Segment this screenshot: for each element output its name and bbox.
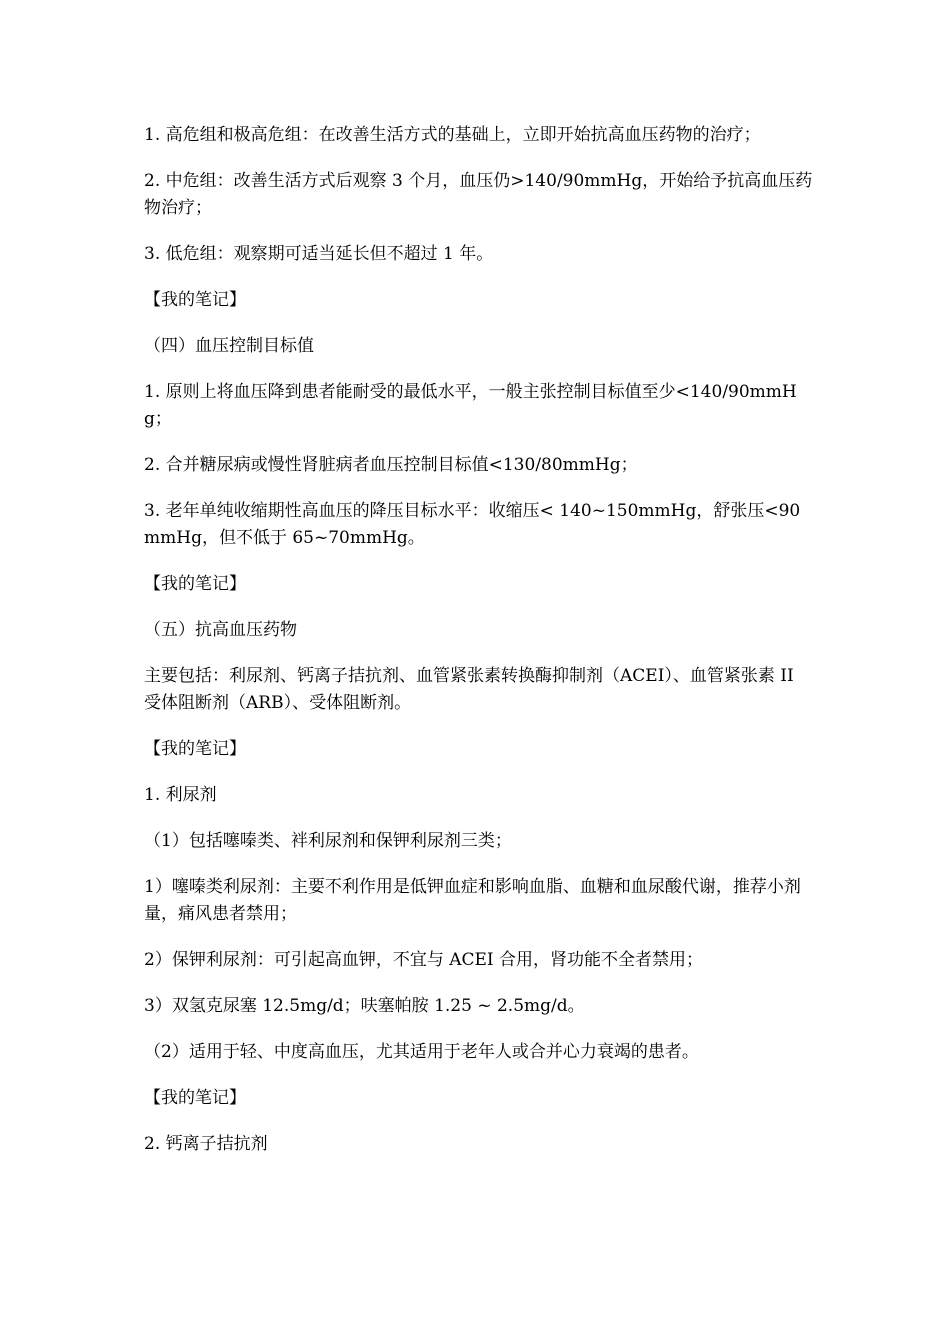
paragraph-drug-list: 主要包括：利尿剂、钙离子拮抗剂、血管紧张素转换酶抑制剂（ACEI）、血管紧张素 II 受体阻断剂（ARB）、受体阻断剂。 xyxy=(144,666,794,713)
paragraph-target-elderly: 3. 老年单纯收缩期性高血压的降压目标水平：收缩压< 140~150mmHg，舒张压<90mmHg，但不低于 65~70mmHg。 xyxy=(144,501,801,548)
paragraph-diuretic-types: （1）包括噻嗪类、袢利尿剂和保钾利尿剂三类； xyxy=(144,831,512,851)
paragraph-thiazide: 1）噻嗪类利尿剂：主要不利作用是低钾血症和影响血脂、血糖和血尿酸代谢，推荐小剂量，痛风患者禁用； xyxy=(144,877,801,924)
paragraph-potassium-sparing: 2）保钾利尿剂：可引起高血钾，不宜与 ACEI 合用，肾功能不全者禁用； xyxy=(144,950,704,970)
my-notes-heading: 【我的笔记】 xyxy=(144,739,246,759)
subheading-diuretics: 1. 利尿剂 xyxy=(144,785,217,805)
paragraph-target-principle: 1. 原则上将血压降到患者能耐受的最低水平，一般主张控制目标值至少<140/90mmHg； xyxy=(144,382,797,429)
paragraph-high-risk: 1. 高危组和极高危组：在改善生活方式的基础上，立即开始抗高血压药物的治疗； xyxy=(144,125,761,145)
paragraph-indications: （2）适用于轻、中度高血压，尤其适用于老年人或合并心力衰竭的患者。 xyxy=(144,1042,699,1062)
section-heading-bp-target: （四）血压控制目标值 xyxy=(144,336,314,356)
paragraph-medium-risk: 2. 中危组：改善生活方式后观察 3 个月，血压仍>140/90mmHg，开始给予抗高血压药物治疗； xyxy=(144,171,813,218)
subheading-calcium-antagonists: 2. 钙离子拮抗剂 xyxy=(144,1134,268,1154)
paragraph-low-risk: 3. 低危组：观察期可适当延长但不超过 1 年。 xyxy=(144,244,494,264)
section-heading-drugs: （五）抗高血压药物 xyxy=(144,620,297,640)
paragraph-target-diabetes: 2. 合并糖尿病或慢性肾脏病者血压控制目标值<130/80mmHg； xyxy=(144,455,638,475)
my-notes-heading: 【我的笔记】 xyxy=(144,1088,246,1108)
document-body xyxy=(144,122,814,1177)
my-notes-heading: 【我的笔记】 xyxy=(144,574,246,594)
paragraph-dosage: 3）双氢克尿塞 12.5mg/d；呋塞帕胺 1.25 ~ 2.5mg/d。 xyxy=(144,996,585,1016)
my-notes-heading: 【我的笔记】 xyxy=(144,290,246,310)
